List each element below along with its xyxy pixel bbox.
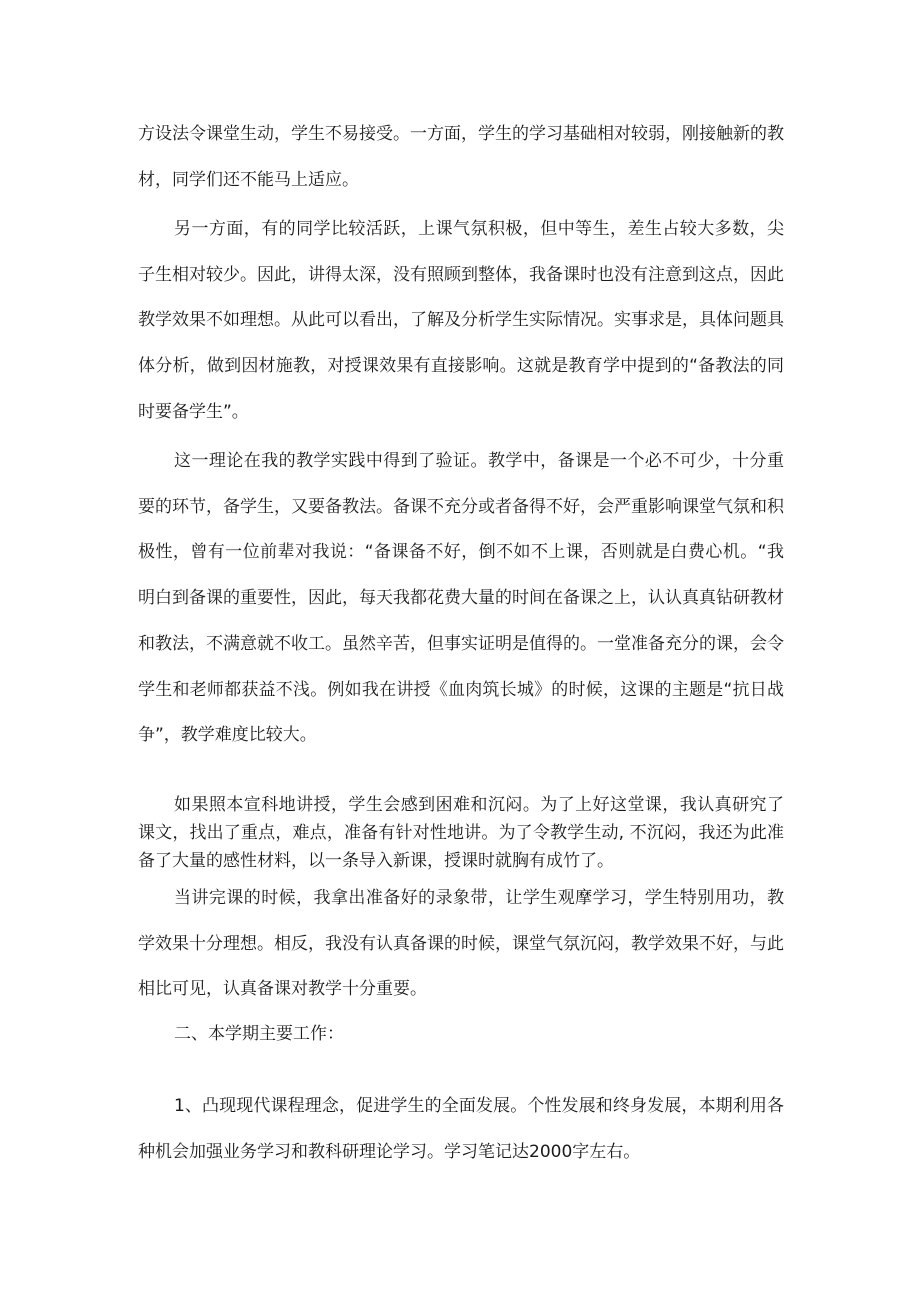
paragraph-lesson-preparation: 这一理论在我的教学实践中得到了验证。教学中，备课是一个必不可少，十分重要的环节，备学生，又要备教法。备课不充分或者备得不好，会严重影响课堂气氛和积极性，曾有一位前辈对我说：“备课备不好，倒不如不上课，否则就是白费心机。“我明白到备课的重要性，因此，每天我都花费大量的时间在备课之上，认认真真钻研教材和教法，不满意就不收工。虽然辛苦，但事实证明是值得的。一堂准备充分的课，会令学生和老师都获益不浅。例如我在讲授《血肉筑长城》的时候，这课的主题是“抗日战争”，教学难度比较大。 <box>138 451 784 746</box>
section-heading-main-work: 二、本学期主要工作： <box>174 1024 344 1044</box>
paragraph-work-item-1: 1、凸现现代课程理念，促进学生的全面发展。个性发展和终身发展，本期利用各种机会加强业务学习和教科研理论学习。学习笔记达2000字左右。 <box>138 1096 784 1162</box>
paragraph-lesson-example: 如果照本宣科地讲授，学生会感到困难和沉闷。为了上好这堂课，我认真研究了课文，找出了重点，难点，准备有针对性地讲。为了令教学生动, 不沉闷，我还为此准备了大量的感性材料，以一条导入新课，授课时就胸有成竹了。 <box>138 795 784 871</box>
paragraph-continuation: 方设法令课堂生动，学生不易接受。一方面，学生的学习基础相对较弱，刚接触新的教材，同学们还不能马上适应。 <box>138 124 784 190</box>
paragraph-student-differences: 另一方面，有的同学比较活跃，上课气氛积极，但中等生，差生占较大多数，尖子生相对较少。因此，讲得太深，没有照顾到整体，我备课时也没有注意到这点，因此教学效果不如理想。从此可以看出，了解及分析学生实际情况。实事求是，具体问题具体分析，做到因材施教，对授课效果有直接影响。这就是教育学中提到的“备教法的同时要备学生”。 <box>138 219 784 422</box>
paragraph-lesson-result: 当讲完课的时候，我拿出准备好的录象带，让学生观摩学习，学生特别用功，教学效果十分理想。相反，我没有认真备课的时候，课堂气氛沉闷，教学效果不好，与此相比可见，认真备课对教学十分重要。 <box>138 888 784 1000</box>
